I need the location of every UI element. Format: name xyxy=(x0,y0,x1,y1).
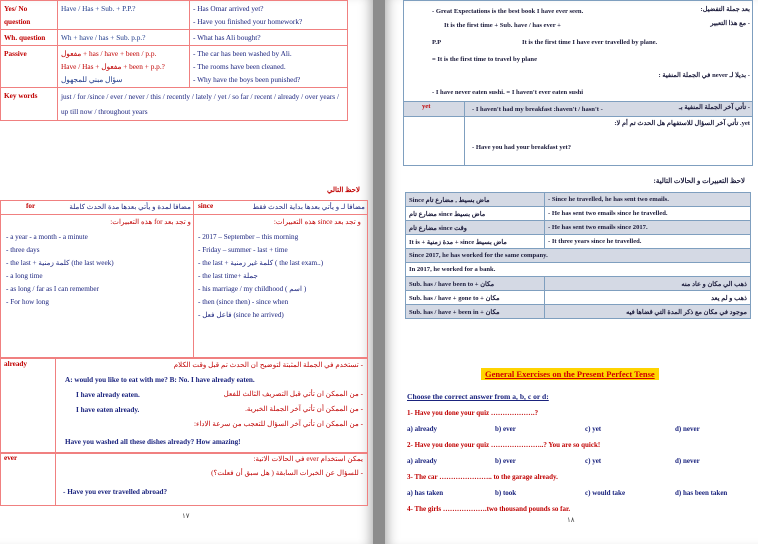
row-label: Yes/ No question xyxy=(1,1,58,30)
option-d[interactable]: d) never xyxy=(675,425,700,433)
already-note: - من الممكن أن تأتي آخر الجملة الخبرية. xyxy=(245,405,363,413)
row-examples: - The car has been washed by Ali. - The rooms have been cleaned. - Why have the boys been punished? xyxy=(190,46,348,88)
list-item: - the last + كلمة زمنية (the last week) xyxy=(6,259,114,267)
list-item: - as long / far as I can remember xyxy=(6,285,99,293)
right-page xyxy=(385,0,758,544)
column-divider xyxy=(193,201,194,357)
already-note: - من الممكن ان تأتي آخر السؤال للتعجب من سرعة الاداء: xyxy=(193,420,363,428)
already-note: - من الممكن ان تأتي قبل التصريف الثالث للفعل xyxy=(223,390,363,398)
exercise-instruction: Choose the correct answer from a, b, c or d: xyxy=(407,392,549,401)
arabic-note: - تأتي آخر الجملة المنفية بـ xyxy=(678,104,750,111)
example-line: - I haven't had my breakfast :haven't / hasn't - xyxy=(472,106,603,113)
already-example: I have already eaten. xyxy=(76,391,140,399)
option-c[interactable]: c) yet xyxy=(585,457,602,465)
column-divider xyxy=(55,359,56,453)
arabic-note: yet. تأتي آخر السؤال للاستفهام هل الحدث تم أم لا: xyxy=(614,120,750,127)
list-item: - 2017 – September – this morning xyxy=(198,233,299,241)
page-number: ١٧ xyxy=(182,512,190,520)
example-line: It is the first time I have ever travelled by plane. xyxy=(522,39,658,46)
row-form: Wh + have / has + Sub. p.p.? xyxy=(58,30,190,46)
list-item: - then (since then) - since when xyxy=(198,298,289,306)
row-label: Key words xyxy=(1,88,58,121)
option-d[interactable]: d) never xyxy=(675,457,700,465)
changes-heading: لاحظ التعبيرات و الحالات التالية: xyxy=(653,177,745,185)
for-description: مضافا لمدة و يأتي بعدها مدة الحدث كاملة xyxy=(69,203,191,211)
option-c[interactable]: c) would take xyxy=(585,489,626,497)
option-b[interactable]: b) ever xyxy=(495,425,516,433)
table-row xyxy=(1,1,348,30)
option-a[interactable]: a) already xyxy=(407,425,438,433)
row-examples: - Has Omar arrived yet? - Have you finished your homework? xyxy=(190,1,348,30)
since-label: since xyxy=(198,202,214,210)
already-example: I have eaten already. xyxy=(76,406,140,414)
since-list xyxy=(198,231,323,322)
changes-table xyxy=(405,192,751,319)
table-row: Sub. has / have been to + مكان ذهب الي مكان و عاد منه xyxy=(406,277,751,291)
table-row: مضارع تام since وقت - He has sent two emails since 2017. xyxy=(406,221,751,235)
key-words: just / for /since / ever / never / this / recently / lately / yet / so far / recent / already / over years / up till now / throughout years xyxy=(58,88,348,121)
left-page xyxy=(0,0,373,544)
option-b[interactable]: b) ever xyxy=(495,457,516,465)
notice-heading: لاحظ التالي xyxy=(326,186,360,194)
option-b[interactable]: b) took xyxy=(495,489,517,497)
table-row: Since ماض بسيط , مضارع تام - Since he travelled, he has sent two emails. xyxy=(406,193,751,207)
ever-note: يمكن استخدام ever في الحالات الاتية: xyxy=(253,455,363,463)
row-label: Wh. question xyxy=(1,30,58,46)
for-since-box xyxy=(0,200,368,358)
list-item: - the last + كلمة غير زمنية ( the last exam..) xyxy=(198,259,324,267)
option-c[interactable]: c) yet xyxy=(585,425,602,433)
arabic-note: بعد جملة التفضيل: xyxy=(700,6,750,13)
column-divider xyxy=(464,101,465,165)
table-row: Sub. has / have + gone to + مكان ذهب و لم يعد xyxy=(406,291,751,305)
for-label: for xyxy=(26,202,36,210)
row-label: Passive xyxy=(1,46,58,88)
arabic-note: - مع هذا التعبير xyxy=(710,20,750,27)
list-item: - his marriage / my childhood ( اسم ) xyxy=(198,285,307,293)
option-a[interactable]: a) already xyxy=(407,457,438,465)
table-row: In 2017, he worked for a bank. xyxy=(406,263,751,277)
example-line: = It is the first time to travel by plane xyxy=(432,56,538,63)
list-item: - For how long xyxy=(6,298,49,306)
question: 2- Have you done your quiz …………………..? You are so quick! xyxy=(407,441,601,449)
example-line: It is the first time + Sub. have / has ever + xyxy=(444,22,561,29)
page-number: ١٨ xyxy=(567,516,575,524)
arabic-note: - بديلا لـ never في الجملة المنفية : xyxy=(658,72,750,79)
row-form: مفعول + has / have + been / p.p. Have / Has + مفعول + been + p.p.? سؤال مبني للمجهول xyxy=(58,46,190,88)
already-example: A: would you like to eat with me? B: No. I have already eaten. xyxy=(65,376,255,384)
for-list xyxy=(6,231,114,309)
grammar-table xyxy=(0,0,348,121)
ever-example: - Have you ever travelled abroad? xyxy=(63,488,168,496)
list-item: - the last time+ جملة xyxy=(198,272,259,280)
already-note: - تستخدم في الجملة المثبتة لتوضيح ان الحدث تم قبل وقت الكلام xyxy=(173,361,363,369)
column-divider xyxy=(55,453,56,505)
table-row: It is + مدة زمنية + since ماض بسيط - It three years since he travelled. xyxy=(406,235,751,249)
option-d[interactable]: d) has been taken xyxy=(675,489,728,497)
list-item: - a long time xyxy=(6,272,43,280)
since-description: مضافا لـ و يأتي بعدها بداية الحدث فقط xyxy=(252,203,365,211)
question: 4- The girls ……………….two thousand pounds so far. xyxy=(407,505,571,513)
list-item: - فاعل فعل (since he arrived) xyxy=(198,311,284,319)
list-item: - three days xyxy=(6,246,40,254)
already-label: already xyxy=(4,360,28,368)
exercise-title: General Exercises on the Present Perfect Tense xyxy=(481,368,659,380)
row-form: Have / Has + Sub. + P.P.? xyxy=(58,1,190,30)
already-box xyxy=(0,358,368,454)
list-item: - Friday – summer - last + time xyxy=(198,246,288,254)
since-intro: و تجد بعد since هذه التعبيرات: xyxy=(273,218,361,226)
question: 1- Have you done your quiz ……………….? xyxy=(407,409,539,417)
row-examples: - What has Ali bought? xyxy=(190,30,348,46)
ever-box xyxy=(0,452,368,506)
question: 3- The car ………………….. to the garage already. xyxy=(407,473,558,481)
example-line: - Have you had your breakfast yet? xyxy=(472,144,572,151)
example-line: - I have never eaten sushi. = I haven't ever eaten sushi xyxy=(432,89,584,96)
for-intro: و تجد بعد for هذه التعبيرات: xyxy=(110,218,191,226)
table-row: مضارع تام since ماض بسيط - He has sent two emails since he travelled. xyxy=(406,207,751,221)
list-item: - a year - a month - a minute xyxy=(6,233,88,241)
top-box xyxy=(403,0,753,166)
already-example: Have you washed all these dishes already? How amazing! xyxy=(65,438,241,446)
example-line: P.P xyxy=(432,39,442,46)
example-line: - Great Expectations is the best book I have ever seen. xyxy=(432,8,584,15)
table-row xyxy=(1,88,348,121)
ever-label: ever xyxy=(4,454,18,462)
table-row xyxy=(1,46,348,88)
ever-note: - للسؤال عن الخبرات السابقة ( هل سبق أن فعلت؟) xyxy=(211,469,363,477)
table-row xyxy=(1,30,348,46)
table-row: Since 2017, he has worked for the same company. xyxy=(406,249,751,263)
table-row: Sub. has / have + been in + مكان موجود في مكان مع ذكر المدة التي قضاها فيه xyxy=(406,305,751,319)
yet-label: yet xyxy=(422,103,431,110)
option-a[interactable]: a) has taken xyxy=(407,489,444,497)
